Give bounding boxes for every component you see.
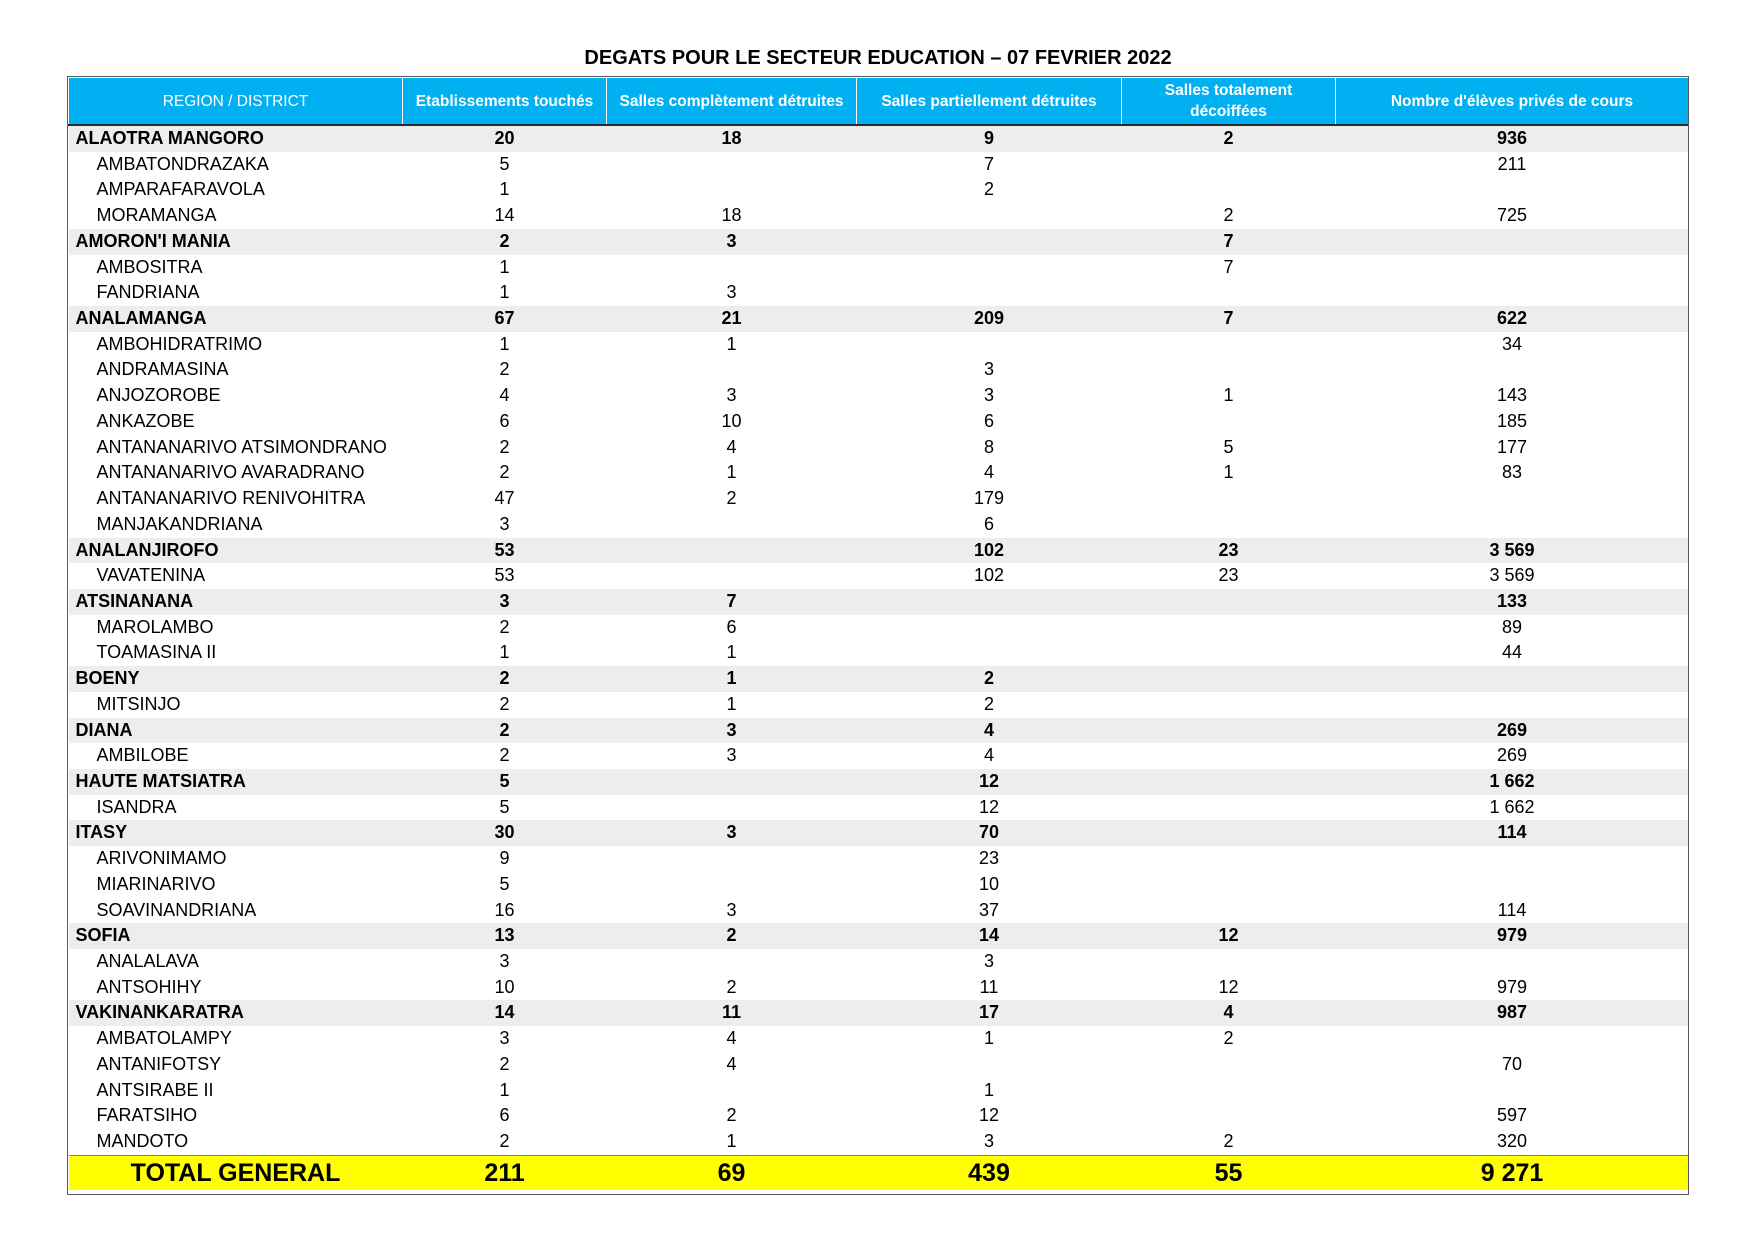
name-cell: ANTSIRABE II: [96, 1079, 214, 1100]
rooms-partially-destroyed-cell: [857, 1052, 1122, 1078]
damage-table: [68, 77, 1689, 1190]
students-deprived-cell: 725: [1496, 205, 1528, 226]
students-deprived-cell: 70: [1501, 1053, 1523, 1074]
district-row: [69, 1129, 1689, 1155]
district-row: [69, 152, 1689, 178]
students-deprived-cell: [1336, 177, 1689, 203]
region-row: [69, 666, 1689, 692]
rooms-partially-destroyed-cell: 2: [983, 179, 994, 200]
district-row: [69, 435, 1689, 461]
establishments-cell: 5: [499, 153, 510, 174]
district-row: [69, 898, 1689, 924]
establishments-cell: 5: [403, 769, 607, 795]
students-deprived-cell: [1336, 229, 1689, 255]
rooms-destroyed-cell: [607, 177, 857, 203]
total-rooms-destroyed: 69: [607, 1155, 857, 1190]
rooms-destroyed-cell: [607, 769, 857, 795]
name-cell: TOAMASINA II: [96, 642, 217, 663]
students-deprived-cell: [1336, 280, 1689, 306]
rooms-destroyed-cell: 1: [726, 333, 737, 354]
students-deprived-cell: 979: [1496, 976, 1528, 997]
establishments-cell: 6: [499, 1105, 510, 1126]
rooms-destroyed-cell: 3: [607, 718, 857, 744]
establishments-cell: 2: [499, 462, 510, 483]
students-deprived-cell: 34: [1501, 333, 1523, 354]
students-deprived-cell: [1336, 255, 1689, 281]
district-row: [69, 563, 1689, 589]
rooms-partially-destroyed-cell: 12: [978, 1105, 1000, 1126]
name-cell: ANDRAMASINA: [96, 359, 229, 380]
rooms-unroofed-cell: 4: [1122, 1000, 1336, 1026]
district-row: [69, 255, 1689, 281]
students-deprived-cell: 597: [1496, 1105, 1528, 1126]
establishments-cell: 2: [403, 666, 607, 692]
rooms-partially-destroyed-cell: 4: [983, 745, 994, 766]
table-header-row: [69, 78, 1689, 126]
rooms-destroyed-cell: 18: [721, 205, 742, 226]
rooms-unroofed-cell: [1122, 332, 1336, 358]
students-deprived-cell: 114: [1497, 899, 1527, 920]
rooms-unroofed-cell: [1122, 409, 1336, 435]
name-cell: ANKAZOBE: [96, 410, 195, 431]
establishments-cell: 2: [499, 745, 510, 766]
establishments-cell: 14: [403, 1000, 607, 1026]
rooms-partially-destroyed-cell: 3: [983, 951, 994, 971]
establishments-cell: 2: [499, 1053, 510, 1074]
rooms-unroofed-cell: [1122, 846, 1336, 872]
region-row: [69, 229, 1689, 255]
rooms-partially-destroyed-cell: 3: [983, 1131, 994, 1152]
rooms-unroofed-cell: 12: [1218, 976, 1239, 997]
establishments-cell: 3: [499, 951, 510, 971]
name-cell: SOFIA: [69, 923, 403, 949]
establishments-cell: 5: [499, 873, 510, 894]
district-row: [69, 846, 1689, 872]
total-establishments: 211: [403, 1155, 607, 1190]
students-deprived-cell: [1336, 1078, 1689, 1104]
rooms-partially-destroyed-cell: 179: [973, 488, 1005, 509]
district-row: [69, 409, 1689, 435]
name-cell: ARIVONIMAMO: [96, 848, 227, 869]
rooms-partially-destroyed-cell: [857, 589, 1122, 615]
name-cell: ANJOZOROBE: [96, 385, 221, 406]
establishments-cell: 2: [403, 229, 607, 255]
name-cell: ANTANANARIVO ATSIMONDRANO: [96, 436, 387, 457]
rooms-unroofed-cell: [1122, 177, 1336, 203]
rooms-unroofed-cell: 5: [1223, 436, 1234, 457]
students-deprived-cell: [1336, 666, 1689, 692]
total-students-deprived: 9 271: [1336, 1155, 1689, 1190]
rooms-destroyed-cell: [607, 949, 857, 975]
rooms-destroyed-cell: 7: [607, 589, 857, 615]
establishments-cell: 1: [499, 282, 510, 303]
district-row: [69, 975, 1689, 1001]
rooms-destroyed-cell: [607, 872, 857, 898]
establishments-cell: 1: [499, 179, 510, 200]
district-row: [69, 1026, 1689, 1052]
rooms-unroofed-cell: 7: [1122, 229, 1336, 255]
establishments-cell: 10: [494, 976, 515, 997]
district-row: [69, 692, 1689, 718]
region-row: [69, 769, 1689, 795]
district-row: [69, 280, 1689, 306]
rooms-unroofed-cell: [1122, 820, 1336, 846]
rooms-partially-destroyed-cell: 12: [857, 769, 1122, 795]
rooms-unroofed-cell: 2: [1223, 205, 1234, 226]
rooms-unroofed-cell: [1122, 949, 1336, 975]
rooms-destroyed-cell: 4: [726, 1028, 737, 1049]
region-row: [69, 820, 1689, 846]
rooms-partially-destroyed-cell: 209: [857, 306, 1122, 332]
rooms-destroyed-cell: 1: [726, 642, 737, 663]
rooms-unroofed-cell: [1122, 872, 1336, 898]
rooms-partially-destroyed-cell: 2: [857, 666, 1122, 692]
rooms-unroofed-cell: [1122, 718, 1336, 744]
rooms-partially-destroyed-cell: 102: [973, 565, 1005, 586]
rooms-partially-destroyed-cell: 7: [983, 153, 994, 174]
name-cell: ISANDRA: [96, 796, 177, 817]
rooms-partially-destroyed-cell: 3: [983, 359, 994, 380]
establishments-cell: 1: [499, 333, 510, 354]
students-deprived-cell: [1336, 872, 1689, 898]
district-row: [69, 383, 1689, 409]
rooms-destroyed-cell: 10: [721, 410, 742, 431]
district-row: [69, 1078, 1689, 1104]
establishments-cell: 2: [403, 718, 607, 744]
rooms-destroyed-cell: [607, 563, 857, 589]
rooms-destroyed-cell: 3: [726, 899, 737, 920]
total-label: TOTAL GENERAL: [69, 1155, 403, 1190]
name-cell: MIARINARIVO: [96, 873, 216, 894]
name-cell: FANDRIANA: [96, 282, 200, 303]
region-row: [69, 538, 1689, 564]
rooms-destroyed-cell: [607, 152, 857, 178]
students-deprived-cell: [1336, 692, 1689, 718]
district-row: [69, 640, 1689, 666]
rooms-destroyed-cell: 3: [726, 745, 737, 766]
rooms-partially-destroyed-cell: 37: [978, 899, 1000, 920]
region-row: [69, 125, 1689, 152]
establishments-cell: 20: [403, 125, 607, 152]
rooms-unroofed-cell: 7: [1122, 306, 1336, 332]
district-row: [69, 615, 1689, 641]
rooms-destroyed-cell: 2: [726, 976, 737, 997]
name-cell: ITASY: [69, 820, 403, 846]
total-rooms-partially-destroyed: 439: [857, 1155, 1122, 1190]
district-row: [69, 949, 1689, 975]
rooms-destroyed-cell: [607, 846, 857, 872]
rooms-unroofed-cell: [1122, 615, 1336, 641]
name-cell: ANALALAVA: [96, 951, 199, 971]
rooms-destroyed-cell: 2: [607, 923, 857, 949]
students-deprived-cell: 979: [1336, 923, 1689, 949]
column-header-students-deprived: Nombre d'élèves privés de cours: [1336, 78, 1689, 126]
rooms-destroyed-cell: 6: [726, 616, 737, 637]
students-deprived-cell: [1336, 1026, 1689, 1052]
rooms-partially-destroyed-cell: 3: [983, 385, 994, 406]
district-row: [69, 795, 1689, 821]
rooms-unroofed-cell: [1122, 769, 1336, 795]
rooms-unroofed-cell: [1122, 692, 1336, 718]
district-row: [69, 177, 1689, 203]
rooms-partially-destroyed-cell: 10: [978, 873, 1000, 894]
rooms-destroyed-cell: 11: [607, 1000, 857, 1026]
total-rooms-unroofed: 55: [1122, 1155, 1336, 1190]
rooms-destroyed-cell: [607, 1078, 857, 1104]
rooms-unroofed-cell: 23: [1218, 565, 1239, 586]
students-deprived-cell: 320: [1496, 1131, 1528, 1152]
establishments-cell: 47: [494, 488, 515, 509]
name-cell: ANTANANARIVO AVARADRANO: [96, 462, 365, 483]
students-deprived-cell: 622: [1336, 306, 1689, 332]
rooms-destroyed-cell: 1: [726, 462, 737, 483]
rooms-partially-destroyed-cell: 1: [983, 1079, 994, 1100]
establishments-cell: 2: [499, 616, 510, 637]
students-deprived-cell: 1 662: [1336, 769, 1689, 795]
establishments-cell: 3: [499, 1028, 510, 1049]
rooms-unroofed-cell: [1122, 486, 1336, 512]
district-row: [69, 743, 1689, 769]
rooms-unroofed-cell: [1122, 666, 1336, 692]
rooms-unroofed-cell: [1122, 898, 1336, 924]
district-row: [69, 512, 1689, 538]
name-cell: FARATSIHO: [96, 1105, 198, 1126]
region-row: [69, 1000, 1689, 1026]
students-deprived-cell: 3 569: [1489, 565, 1535, 586]
students-deprived-cell: 89: [1501, 616, 1523, 637]
students-deprived-cell: 44: [1501, 642, 1523, 663]
students-deprived-cell: 211: [1497, 153, 1527, 174]
name-cell: ANTANIFOTSY: [96, 1053, 222, 1074]
region-row: [69, 589, 1689, 615]
establishments-cell: 53: [494, 565, 515, 586]
students-deprived-cell: [1336, 846, 1689, 872]
students-deprived-cell: 133: [1336, 589, 1689, 615]
rooms-unroofed-cell: 1: [1223, 462, 1234, 483]
name-cell: MORAMANGA: [96, 205, 217, 226]
rooms-destroyed-cell: 1: [726, 693, 737, 714]
rooms-unroofed-cell: 2: [1122, 125, 1336, 152]
column-header-region: REGION / DISTRICT: [69, 78, 403, 126]
students-deprived-cell: [1336, 949, 1689, 975]
name-cell: ANTSOHIHY: [96, 976, 202, 997]
rooms-destroyed-cell: [607, 255, 857, 281]
rooms-partially-destroyed-cell: 6: [983, 513, 994, 534]
establishments-cell: 16: [494, 899, 515, 920]
name-cell: VAVATENINA: [96, 565, 206, 586]
establishments-cell: 30: [403, 820, 607, 846]
rooms-unroofed-cell: [1122, 1078, 1336, 1104]
rooms-partially-destroyed-cell: 1: [983, 1028, 994, 1049]
establishments-cell: 2: [499, 693, 510, 714]
district-row: [69, 332, 1689, 358]
rooms-partially-destroyed-cell: [857, 332, 1122, 358]
district-row: [69, 872, 1689, 898]
establishments-cell: 1: [499, 1079, 510, 1100]
rooms-destroyed-cell: 1: [726, 1131, 737, 1152]
establishments-cell: 1: [499, 256, 510, 277]
rooms-unroofed-cell: 12: [1122, 923, 1336, 949]
students-deprived-cell: 1 662: [1489, 796, 1535, 817]
rooms-partially-destroyed-cell: 70: [857, 820, 1122, 846]
rooms-unroofed-cell: [1122, 589, 1336, 615]
establishments-cell: 2: [499, 436, 510, 457]
name-cell: DIANA: [69, 718, 403, 744]
name-cell: AMBATONDRAZAKA: [96, 153, 269, 174]
name-cell: HAUTE MATSIATRA: [69, 769, 403, 795]
rooms-destroyed-cell: [607, 795, 857, 821]
rooms-partially-destroyed-cell: 23: [978, 848, 1000, 869]
total-row: [69, 1155, 1689, 1190]
establishments-cell: 3: [499, 513, 510, 534]
table-body: [69, 125, 1689, 1155]
name-cell: SOAVINANDRIANA: [96, 899, 257, 920]
rooms-partially-destroyed-cell: 12: [978, 796, 1000, 817]
name-cell: ALAOTRA MANGORO: [69, 125, 403, 152]
students-deprived-cell: 114: [1336, 820, 1689, 846]
rooms-unroofed-cell: [1122, 152, 1336, 178]
district-row: [69, 460, 1689, 486]
rooms-partially-destroyed-cell: 2: [983, 693, 994, 714]
rooms-unroofed-cell: 7: [1223, 256, 1234, 277]
rooms-destroyed-cell: 4: [726, 1053, 737, 1074]
name-cell: VAKINANKARATRA: [69, 1000, 403, 1026]
name-cell: MAROLAMBO: [96, 616, 214, 637]
name-cell: MITSINJO: [96, 693, 181, 714]
rooms-unroofed-cell: 2: [1223, 1028, 1234, 1049]
rooms-partially-destroyed-cell: [857, 280, 1122, 306]
rooms-partially-destroyed-cell: 11: [979, 976, 999, 997]
rooms-partially-destroyed-cell: 6: [983, 410, 994, 431]
name-cell: BOENY: [69, 666, 403, 692]
rooms-partially-destroyed-cell: 4: [983, 462, 994, 483]
rooms-destroyed-cell: 3: [726, 282, 737, 303]
students-deprived-cell: [1336, 357, 1689, 383]
rooms-partially-destroyed-cell: [857, 229, 1122, 255]
district-row: [69, 203, 1689, 229]
students-deprived-cell: [1336, 512, 1689, 538]
rooms-destroyed-cell: [607, 538, 857, 564]
students-deprived-cell: 269: [1496, 745, 1528, 766]
establishments-cell: 9: [499, 848, 510, 869]
rooms-partially-destroyed-cell: 17: [857, 1000, 1122, 1026]
district-row: [69, 1103, 1689, 1129]
rooms-unroofed-cell: 1: [1223, 385, 1234, 406]
students-deprived-cell: 177: [1496, 436, 1528, 457]
rooms-partially-destroyed-cell: 9: [857, 125, 1122, 152]
region-row: [69, 718, 1689, 744]
rooms-partially-destroyed-cell: 102: [857, 538, 1122, 564]
rooms-partially-destroyed-cell: [857, 640, 1122, 666]
rooms-partially-destroyed-cell: [857, 203, 1122, 229]
rooms-destroyed-cell: 21: [607, 306, 857, 332]
rooms-unroofed-cell: [1122, 357, 1336, 383]
establishments-cell: 13: [403, 923, 607, 949]
page-title: DEGATS POUR LE SECTEUR EDUCATION – 07 FEVRIER 2022: [584, 47, 1172, 69]
column-header-rooms-unroofed: Salles totalement décoiffées: [1122, 78, 1336, 126]
students-deprived-cell: 185: [1496, 410, 1528, 431]
name-cell: ANTANANARIVO RENIVOHITRA: [96, 488, 366, 509]
rooms-unroofed-cell: [1122, 795, 1336, 821]
district-row: [69, 1052, 1689, 1078]
students-deprived-cell: 3 569: [1336, 538, 1689, 564]
name-cell: AMBOHIDRATRIMO: [96, 333, 263, 354]
rooms-destroyed-cell: 4: [726, 436, 737, 457]
rooms-unroofed-cell: [1122, 640, 1336, 666]
rooms-destroyed-cell: 3: [607, 820, 857, 846]
name-cell: ATSINANANA: [69, 589, 403, 615]
students-deprived-cell: 269: [1336, 718, 1689, 744]
rooms-destroyed-cell: 3: [726, 385, 737, 406]
rooms-unroofed-cell: 2: [1223, 1131, 1234, 1152]
district-row: [69, 486, 1689, 512]
rooms-unroofed-cell: [1122, 1103, 1336, 1129]
students-deprived-cell: 936: [1336, 125, 1689, 152]
establishments-cell: 2: [499, 1131, 510, 1152]
rooms-partially-destroyed-cell: 8: [983, 436, 994, 457]
rooms-destroyed-cell: 18: [607, 125, 857, 152]
students-deprived-cell: 83: [1501, 462, 1523, 483]
establishments-cell: 5: [499, 796, 510, 817]
name-cell: ANALANJIROFO: [69, 538, 403, 564]
establishments-cell: 67: [403, 306, 607, 332]
name-cell: ANALAMANGA: [69, 306, 403, 332]
rooms-destroyed-cell: 1: [607, 666, 857, 692]
rooms-destroyed-cell: 2: [726, 488, 737, 509]
region-row: [69, 923, 1689, 949]
column-header-rooms-destroyed: Salles complètement détruites: [607, 78, 857, 126]
students-deprived-cell: 987: [1336, 1000, 1689, 1026]
students-deprived-cell: 143: [1496, 385, 1528, 406]
rooms-unroofed-cell: [1122, 743, 1336, 769]
rooms-unroofed-cell: [1122, 512, 1336, 538]
name-cell: AMBILOBE: [96, 745, 189, 766]
column-header-establishments: Etablissements touchés: [403, 78, 607, 126]
name-cell: AMPARAFARAVOLA: [96, 179, 265, 200]
region-row: [69, 306, 1689, 332]
name-cell: AMORON'I MANIA: [69, 229, 403, 255]
column-header-rooms-partially-destroyed: Salles partiellement détruites: [857, 78, 1122, 126]
name-cell: AMBOSITRA: [96, 256, 203, 277]
establishments-cell: 3: [403, 589, 607, 615]
name-cell: AMBATOLAMPY: [96, 1028, 232, 1049]
rooms-partially-destroyed-cell: 4: [857, 718, 1122, 744]
rooms-unroofed-cell: 23: [1122, 538, 1336, 564]
establishments-cell: 6: [499, 410, 510, 431]
rooms-destroyed-cell: [607, 512, 857, 538]
establishments-cell: 2: [499, 359, 510, 380]
establishments-cell: 53: [403, 538, 607, 564]
establishments-cell: 14: [494, 205, 515, 226]
students-deprived-cell: [1336, 486, 1689, 512]
establishments-cell: 4: [499, 385, 510, 406]
rooms-partially-destroyed-cell: [857, 255, 1122, 281]
rooms-unroofed-cell: [1122, 1052, 1336, 1078]
district-row: [69, 357, 1689, 383]
rooms-partially-destroyed-cell: 14: [857, 923, 1122, 949]
rooms-destroyed-cell: [607, 357, 857, 383]
rooms-destroyed-cell: 2: [726, 1105, 737, 1126]
rooms-destroyed-cell: 3: [607, 229, 857, 255]
name-cell: MANDOTO: [96, 1131, 189, 1152]
rooms-partially-destroyed-cell: [857, 615, 1122, 641]
rooms-unroofed-cell: [1122, 280, 1336, 306]
establishments-cell: 1: [499, 642, 510, 663]
name-cell: MANJAKANDRIANA: [96, 513, 263, 534]
